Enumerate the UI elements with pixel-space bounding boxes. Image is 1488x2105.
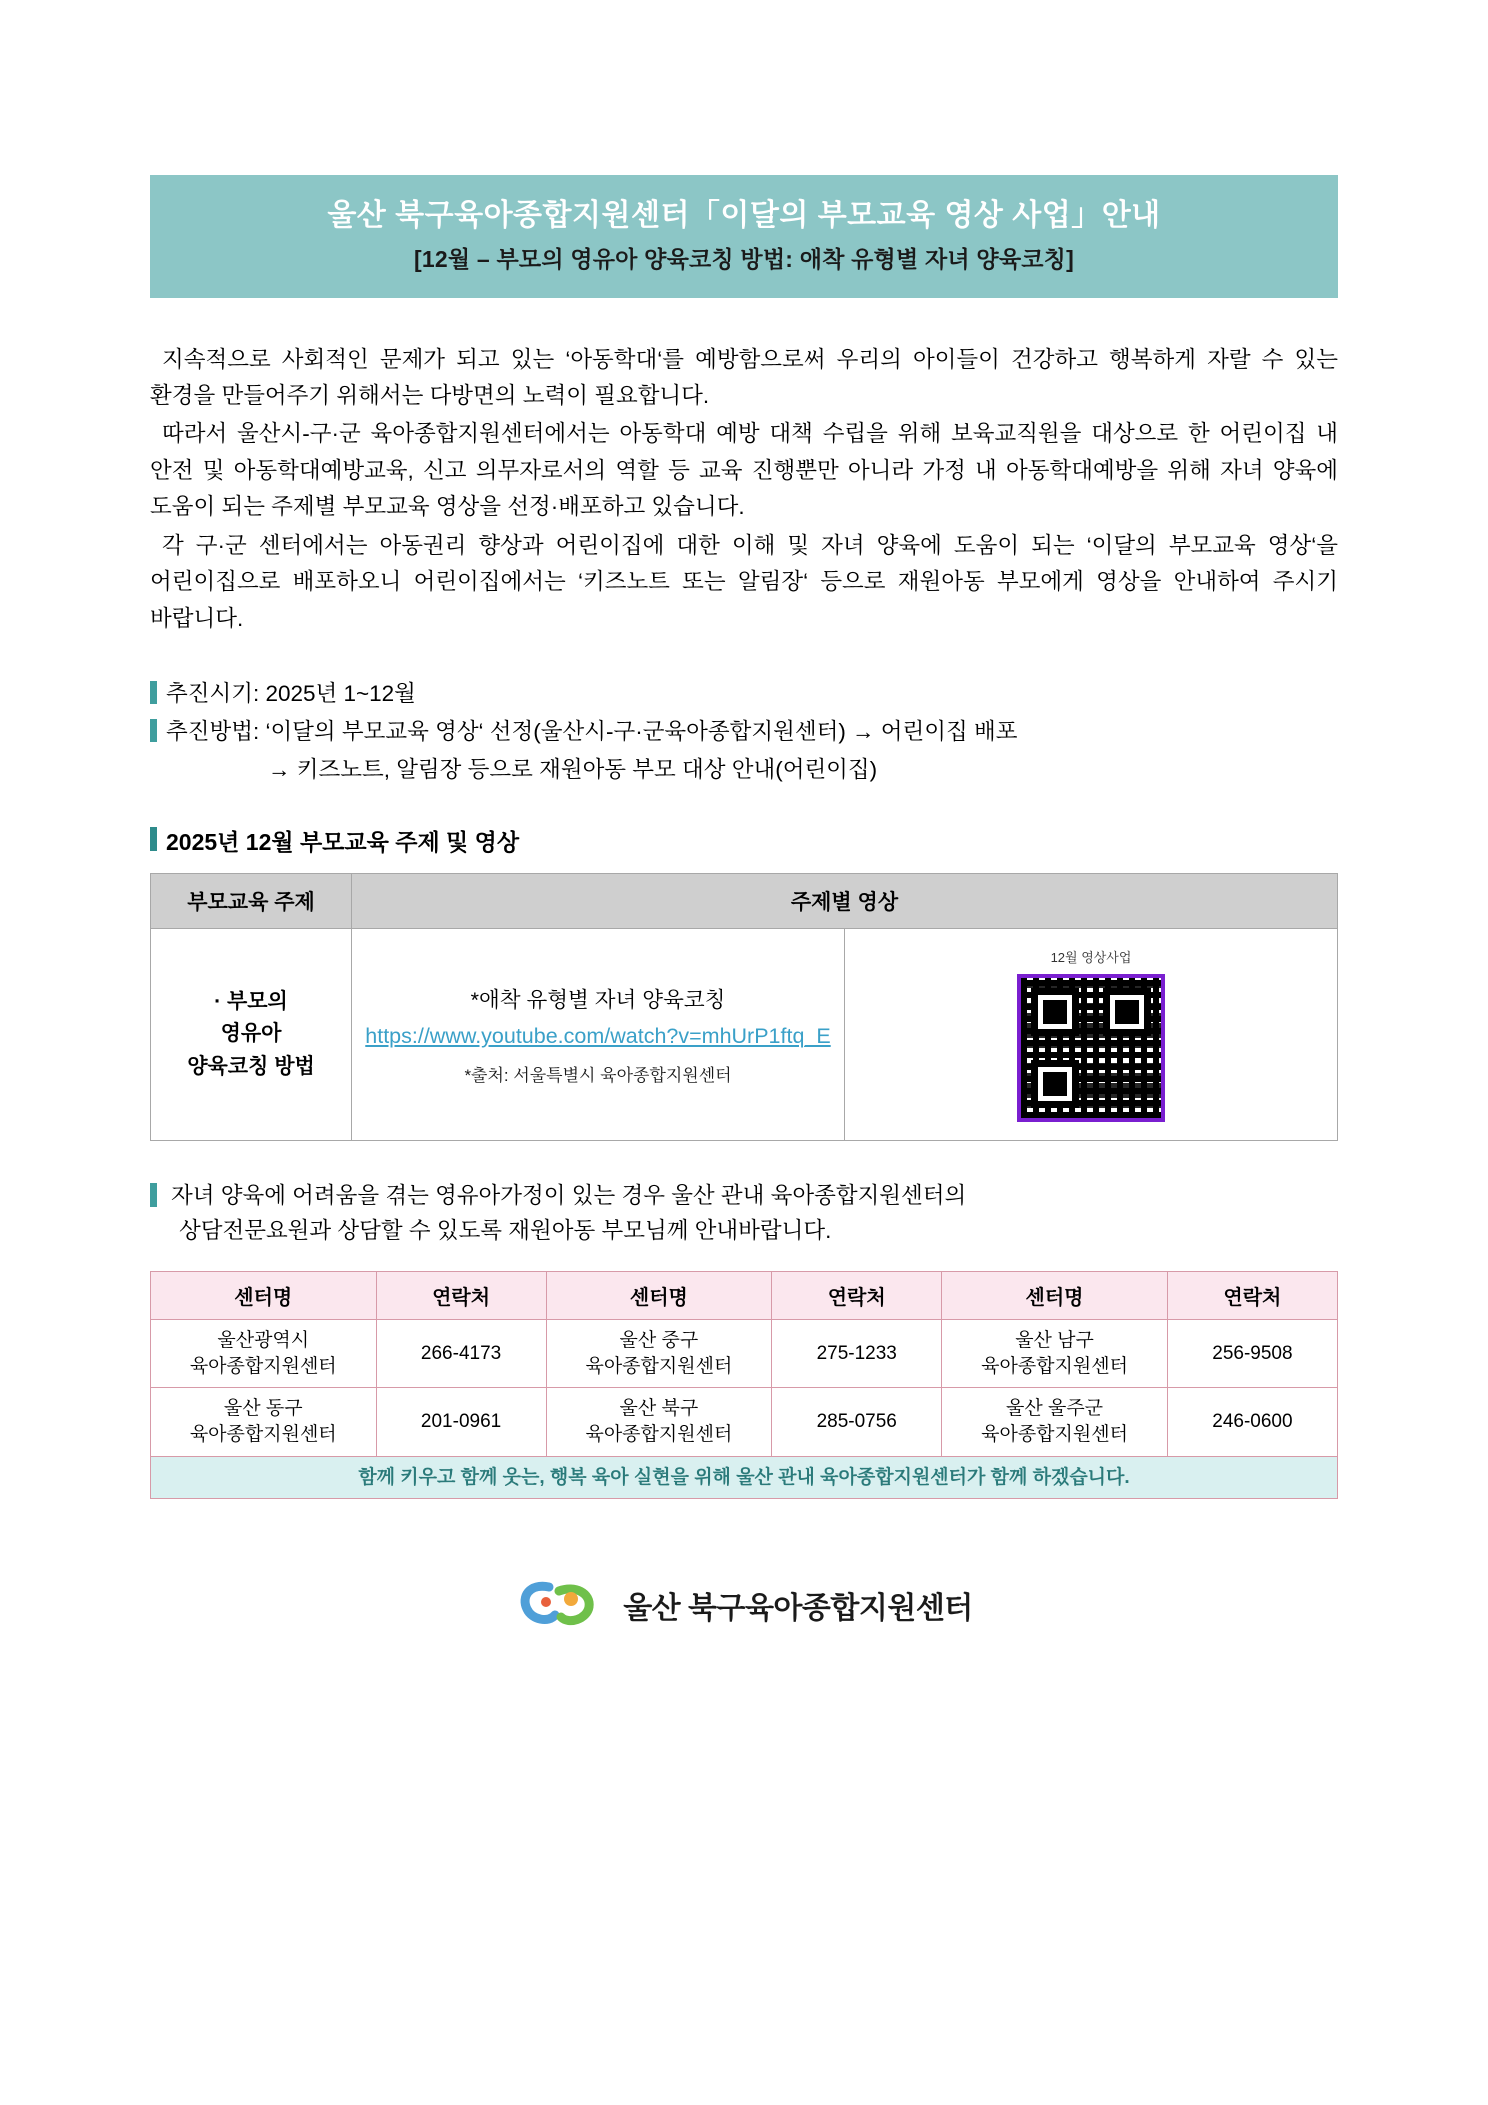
topic-video-cell xyxy=(352,929,845,1141)
topic-section-heading-text: 2025년 12월 부모교육 주제 및 영상 xyxy=(166,829,520,856)
contacts-header-tel-2: 연락처 xyxy=(772,1272,942,1320)
plan-period-row xyxy=(150,677,1338,711)
contacts-header-row xyxy=(151,1272,1338,1320)
contacts-footer-row xyxy=(151,1456,1338,1499)
contact-name-line1: 울산 남구 xyxy=(1015,1330,1094,1351)
contact-name-line1: 울산 북구 xyxy=(619,1398,699,1420)
intro-paragraphs xyxy=(150,342,1338,638)
topic-line-2: 영유아 xyxy=(220,1022,282,1046)
table-row xyxy=(151,1320,1338,1388)
plan-method-text: 추진방법: ‘이달의 부모교육 영상‘ 선정(울산시-구·군육아종합지원센터) → 어린이집 배포 xyxy=(166,718,1018,744)
paragraph-3: 각 구·군 센터에서는 아동권리 향상과 어린이집에 대한 이해 및 자녀 양육에 도움이 되는 ‘이달의 부모교육 영상‘을 어린이집으로 배포하오니 어린이집에서는 ‘키즈노트 또는 알림장‘ 등으로 재원아동 부모에게 영상을 안내하여 주시기 바랍니다. xyxy=(150,532,1338,631)
topic-table-row xyxy=(151,929,1338,1141)
contact-name-line1: 울산 울주군 xyxy=(1006,1398,1104,1420)
contact-tel-cell: 256-9508 xyxy=(1167,1320,1337,1388)
contact-name-line1: 울산 동구 xyxy=(223,1398,303,1420)
contact-name-line1: 울산 중구 xyxy=(619,1330,699,1351)
banner-title: 울산 북구육아종합지원센터「이달의 부모교육 영상 사업」안내 xyxy=(327,199,1161,232)
contact-center-cell xyxy=(546,1320,772,1388)
contact-name-line2: 육아종합지원센터 xyxy=(585,1423,733,1445)
paragraph-1: 지속적으로 사회적인 문제가 되고 있는 ‘아동학대‘를 예방함으로써 우리의 아이들이 건강하고 행복하게 자랄 수 있는 환경을 만들어주기 위해서는 다방면의 노력이 필요합니다. xyxy=(150,346,1338,408)
plan-method-row xyxy=(150,715,1338,749)
contact-name-line2: 육아종합지원센터 xyxy=(981,1355,1128,1377)
contacts-header-tel-1: 연락처 xyxy=(376,1272,546,1320)
contact-tel-cell: 201-0961 xyxy=(376,1388,546,1456)
contact-center-cell xyxy=(151,1320,377,1388)
contact-tel-cell: 285-0756 xyxy=(772,1388,942,1456)
topic-table xyxy=(150,873,1338,1141)
closing-note-text xyxy=(171,1179,1338,1249)
center-logo-icon xyxy=(515,1577,607,1633)
contact-name-line2: 육아종합지원센터 xyxy=(189,1355,337,1377)
plan-method-continuation: → 키즈노트, 알림장 등으로 재원아동 부모 대상 안내(어린이집) xyxy=(268,756,878,782)
plan-period-text: 추진시기: 2025년 1~12월 xyxy=(166,681,416,706)
contact-tel-cell: 246-0600 xyxy=(1167,1388,1337,1456)
table-row xyxy=(151,1388,1338,1456)
contact-center-cell xyxy=(942,1320,1168,1388)
topic-line-3: 양육코칭 방법 xyxy=(187,1055,315,1079)
qr-caption: 12월 영상사업 xyxy=(1050,950,1132,966)
video-title: *애착 유형별 자녀 양육코칭 xyxy=(470,988,726,1013)
contact-center-cell xyxy=(546,1388,772,1456)
qr-finder-bottom-left xyxy=(1031,1060,1079,1108)
topic-header-video: 주제별 영상 xyxy=(352,874,1338,929)
closing-note-line-1: 자녀 양육에 어려움을 겪는 영유아가정이 있는 경우 울산 관내 육아종합지원센터의 xyxy=(171,1183,967,1209)
banner-subtitle: [12월 – 부모의 영유아 양육코칭 방법: 애착 유형별 자녀 양육코칭] xyxy=(414,245,1074,272)
topic-section-heading xyxy=(150,824,1338,857)
closing-note-line-2: 상담전문요원과 상담할 수 있도록 재원아동 부모님께 안내바랍니다. xyxy=(179,1218,832,1244)
header-banner xyxy=(150,175,1338,298)
contact-tel-cell: 266-4173 xyxy=(376,1320,546,1388)
video-link[interactable]: https://www.youtube.com/watch?v=mhUrP1ftq_E xyxy=(365,1024,831,1049)
contact-name-line2: 육아종합지원센터 xyxy=(189,1423,337,1445)
bullet-bar-icon xyxy=(150,681,157,704)
contacts-header-name-2: 센터명 xyxy=(546,1272,772,1320)
contact-name-line2: 육아종합지원센터 xyxy=(981,1423,1128,1445)
footer-logo xyxy=(150,1577,1338,1633)
contacts-header-name-1: 센터명 xyxy=(151,1272,377,1320)
plan-list xyxy=(150,677,1338,786)
topic-subject-cell xyxy=(151,929,352,1141)
bullet-bar-icon xyxy=(150,1183,157,1207)
topic-table-header-row xyxy=(151,874,1338,929)
contacts-header-name-3: 센터명 xyxy=(942,1272,1168,1320)
contact-name-line2: 육아종합지원센터 xyxy=(585,1355,733,1377)
contacts-footer-text: 함께 키우고 함께 웃는, 행복 육아 실현을 위해 울산 관내 육아종합지원센터가 함께 하겠습니다. xyxy=(151,1456,1338,1499)
topic-line-1: · 부모의 xyxy=(214,989,288,1013)
contacts-header-tel-3: 연락처 xyxy=(1167,1272,1337,1320)
contact-center-cell xyxy=(942,1388,1168,1456)
qr-finder-top-right xyxy=(1103,988,1151,1036)
contact-center-cell xyxy=(151,1388,377,1456)
qr-finder-top-left xyxy=(1031,988,1079,1036)
closing-note xyxy=(150,1179,1338,1249)
topic-header-subject: 부모교육 주제 xyxy=(151,874,352,929)
paragraph-2: 따라서 울산시-구·군 육아종합지원센터에서는 아동학대 예방 대책 수립을 위해 보육교직원을 대상으로 한 어린이집 내 안전 및 아동학대예방교육, 신고 의무자로서의 역할 등 교육 진행뿐만 아니라 가정 내 아동학대예방을 위해 자녀 양육에 도움이 되는 주제별 부모교육 영상을 선정·배포하고 있습니다. xyxy=(150,421,1338,520)
contact-name-line1: 울산광역시 xyxy=(217,1330,310,1351)
contacts-table xyxy=(150,1271,1338,1499)
video-source: *출처: 서울특별시 육아종합지원센터 xyxy=(464,1066,732,1086)
bullet-bar-icon xyxy=(150,719,157,742)
topic-qr-cell xyxy=(845,929,1338,1141)
bullet-bar-icon xyxy=(150,827,157,851)
qr-code-icon[interactable] xyxy=(1017,974,1165,1122)
center-logo-text: 울산 북구육아종합지원센터 xyxy=(623,1592,973,1626)
contact-tel-cell: 275-1233 xyxy=(772,1320,942,1388)
